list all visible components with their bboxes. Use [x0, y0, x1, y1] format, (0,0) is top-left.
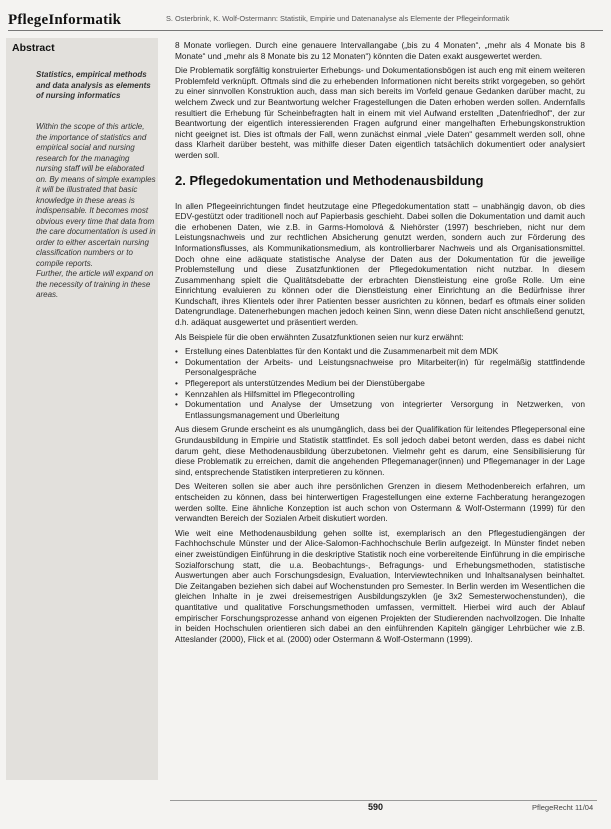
paragraph: In allen Pflegeeinrichtungen findet heutzutage eine Pflegedokumentation statt – unabhängig davon, ob dies EDV-gestützt oder traditionell noch auf Papierbasis geschieht. Dabei sollen die Dokumentation und damit auch die erhobenen Daten, wie z.B. in Garms-Homolová & Niehörster (1997) beschrieben, nicht nur dem Leistungsnachweis und zur rechtlichen Absicherung genutzt werden, sondern auch zur Förderung des Informationsflusses, als Kommunikationsmedium, als kontrollierbarer Nachweis und als Organisationsmittel. Doch ohne eine adäquate statistische Analyse der Daten aus der Dokumentation für die jeweilige Problemstellung und diese Zusatzfunktionen der Pflegedokumentation nicht nutzbar. In diesem Zusammenhang spielt die Qualitätsdebatte der erbrachten Dienstleistung eine große Rolle. Um eine Einrichtung evaluieren zu können oder die Dienstleistung einer Einrichtung an die Bedürfnisse ihrer Kundschaft, ihres Klientels oder ihrer Patienten besser ausrichten zu können, bedarf es oftmals einer soliden Datengrundlage. Datenerhebungen machen jedoch keinen Sinn, wenn diese Daten nicht anschließend genutzt, d.h. adäquat ausgewertet und präsentiert werden. [175, 200, 585, 328]
footer-rule [170, 800, 597, 801]
abstract-keywords: Statistics, empirical methods and data analysis as elements of nursing informatics [36, 70, 151, 100]
issue-label: PflegeRecht 11/04 [532, 803, 594, 812]
paragraph: 8 Monate vorliegen. Durch eine genauere Intervallangabe („bis zu 4 Monaten“, „mehr als 4 Monate bis 8 Monate“ und „mehr als 8 Monate bis zu 12 Monaten“) könnten die Daten exakt ausgewertet werden. [175, 40, 585, 61]
page-number: 590 [368, 802, 384, 812]
paragraph: Die Problematik sorgfältig konstruierter Erhebungs- und Dokumentationsbögen ist auch eng mit einem weiteren Problemfeld verknüpft. Oftmals sind die zu erhebenden Informationen nicht bereits strikt vorgegeben, so gehört zu einer sinnvollen Konstruktion auch, dass man sich bereits im Vorfeld genaue Gedanken darüber macht, zu welchem Zweck und zur Beantwortung welcher Fragestellungen die Daten erhoben werden sollen. Andernfalls resultiert die Erhebung für Scheinbefragten halt in einem mit viel Aufwand erstellten „Datenfriedhof“, der zur Beantwortung der eigentlich interessierenden Fragen aufgrund einer mangelhaften Erhebungskonstruktion nicht geeignet ist. Dies ist oftmals der Fall, wenn zunächst einmal „viele Daten“ gesammelt werden soll, ohne dass Klarheit darüber besteht, was mithilfe dieser Daten eigentlich tatsächlich dokumentiert oder analysiert werden soll. [175, 65, 585, 160]
paragraph: Aus diesem Grunde erscheint es als unumgänglich, dass bei der Qualifikation für leitendes Pflegepersonal eine Grundausbildung in Empirie und Statistik stattfindet. Es soll jedoch dabei betont werden, dass es dabei nicht darum geht, diese Methodenausbildung überzubetonen. Vielmehr geht es darum, eine Sensibilisierung für diese Problematik zu erreichen, damit die angehenden Pflegemanager(innen) und Pflegemanager in der Lage sind, entsprechende Statistiken interpretieren zu können. [175, 424, 585, 477]
article-body [175, 40, 585, 648]
header-rule [8, 30, 603, 31]
list-item: • Dokumentation der Arbeits- und Leistungsnachweise pro Mitarbeiter(in) für regelmäßig stattfindende Personalgespräche [185, 357, 585, 378]
paragraph: Als Beispiele für die oben erwähnten Zusatzfunktionen seien nur kurz erwähnt: [175, 331, 464, 342]
paragraph: Wie weit eine Methodenausbildung gehen sollte ist, exemplarisch an den Pflegestudiengängen der Fachhochschule Münster und der Alice-Salomon-Fachhochschule Berlin aufgezeigt. In Münster findet neben einer zweistündigen Einführung in die deskriptive Statistik noch eine vorbereitende Einführung in die empirische Sozialforschung statt, die u.a. Beobachtungs-, Befragungs- und Erhebungsmethoden, statistische Auswertungen aber auch Forschungsdesign, Evaluation, Interviewtechniken und Inhaltsanalysen beinhaltet. Die Zeitangaben beziehen sich dabei auf Wochenstunden pro Semester. In Berlin werden im Wesentlichen die gleichen Inhalte in je zwei dreisemestrigen Ausbildungszyklen (je 3x2 Semesterwochenstunden), die quantitative und qualitative Forschungsmethoden umfassen, vermittelt. Hierbei wird auch der Ablauf empirischer Forschungsprozesse anhand von eigenen Projekten der Studierenden nachvollzogen. Die Inhalte in beiden Hochschulen orientieren sich dabei an den einführenden Kapiteln gängiger Lehrbücher wie z.B. Atteslander (2000), Flick et al. (2000) oder Ostermann & Wolf-Ostermann (1999). [175, 527, 585, 644]
abstract-paragraph: Within the scope of this article, the importance of statistics and empirical social and nursing research for the managing nursing staff will be elaborated on. By means of simple examples it will be illustrated that basic knowledge in these areas is indispensable. It becomes most obvious every time that data from the care documentation is used in order to either ascertain nursing classification numbers or to compile reports. [36, 122, 156, 268]
journal-title: PflegeInformatik [8, 12, 122, 28]
list-item: • Dokumentation und Analyse der Umsetzung von integrierter Versorgung in Netzwerken, von Entlassungsmanagement und Überleitung [185, 399, 585, 420]
list-item: • Kennzahlen als Hilfsmittel im Pflegecontrolling [185, 389, 585, 400]
abstract-body [36, 122, 156, 301]
list-item: • Pflegereport als unterstützendes Medium bei der Dienstübergabe [185, 378, 585, 389]
abstract-sidebar [6, 38, 158, 780]
section-heading: 2. Pflegedokumentation und Methodenausbildung [175, 172, 484, 188]
bullet-list [175, 346, 585, 420]
abstract-title: Abstract [12, 42, 55, 54]
running-head: S. Osterbrink, K. Wolf-Ostermann: Statistik, Empirie und Datenanalyse als Elemente der Pflegeinformatik [166, 14, 510, 23]
paragraph: Des Weiteren sollen sie aber auch ihre persönlichen Grenzen in diesem Methodenbereich erfahren, um entscheiden zu können, dass bei hinterwertigen Fragestellungen eine externe Fachberatung herangezogen werden sollte. Eine ähnliche Konzeption ist auch schon von Ostermann & Wolf-Ostermann (1999) für den verwandten Bereich der Sozialen Arbeit diskutiert worden. [175, 481, 585, 524]
abstract-paragraph: Further, the article will expand on the necessity of training in these areas. [36, 269, 154, 299]
list-item: • Erstellung eines Datenblattes für den Kontakt und die Zusammenarbeit mit dem MDK [185, 346, 585, 357]
